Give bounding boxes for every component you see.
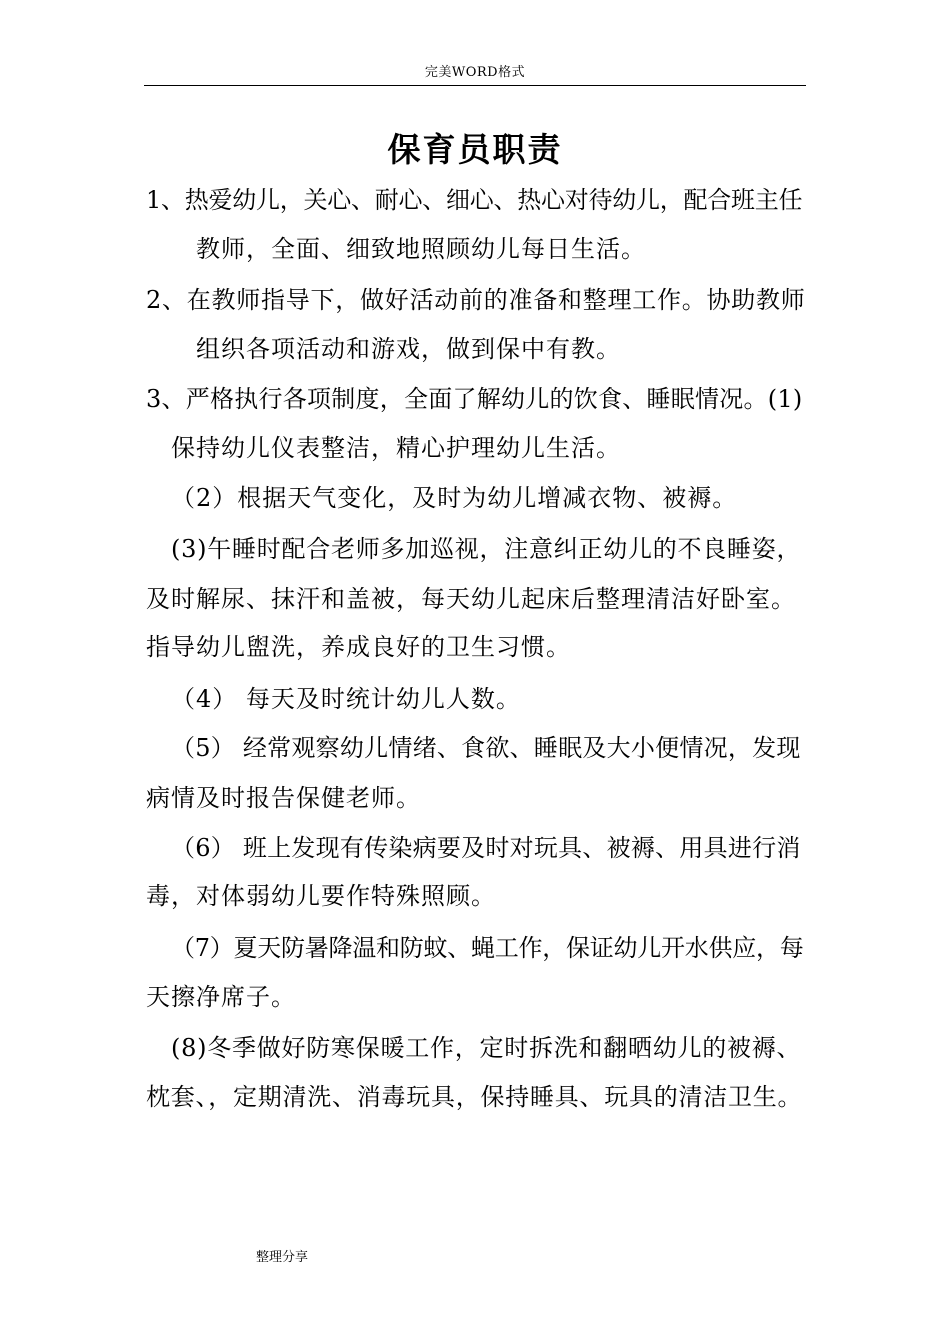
body-line-17: 天擦净席子。 <box>146 983 296 1011</box>
body-line-8: (3)午睡时配合老师多加巡视，注意纠正幼儿的不良睡姿， <box>171 535 802 563</box>
body-line-1: 1、热爱幼儿，关心、耐心、细心、热心对待幼儿，配合班主任 <box>146 186 803 214</box>
body-line-5: 3、严格执行各项制度，全面了解幼儿的饮食、睡眠情况。(1) <box>146 385 803 413</box>
body-line-16: （7）夏天防暑降温和防蚊、蝇工作，保证幼儿开水供应，每 <box>171 934 804 962</box>
body-line-9: 及时解尿、抹汗和盖被，每天幼儿起床后整理清洁好卧室。 <box>146 585 796 613</box>
body-line-11: （4） 每天及时统计幼儿人数。 <box>171 685 521 713</box>
body-line-2: 教师，全面、细致地照顾幼儿每日生活。 <box>196 235 646 263</box>
body-line-10: 指导幼儿盥洗，养成良好的卫生习惯。 <box>146 633 571 661</box>
body-line-12: （5） 经常观察幼儿情绪、食欲、睡眠及大小便情况，发现 <box>171 734 801 762</box>
header-rule <box>144 85 806 86</box>
body-line-7: （2）根据天气变化，及时为幼儿增减衣物、被褥。 <box>171 484 738 512</box>
page-header: 完美WORD格式 <box>424 65 526 80</box>
body-line-18: (8)冬季做好防寒保暖工作，定时拆洗和翻晒幼儿的被褥、 <box>171 1034 802 1062</box>
body-line-13: 病情及时报告保健老师。 <box>146 784 421 812</box>
page-footer: 整理分享 <box>256 1250 309 1265</box>
body-line-4: 组织各项活动和游戏，做到保中有教。 <box>196 335 621 363</box>
body-line-3: 2、在教师指导下，做好活动前的准备和整理工作。协助教师 <box>146 286 806 314</box>
document-title: 保育员职责 <box>387 130 563 169</box>
body-line-6: 保持幼儿仪表整洁，精心护理幼儿生活。 <box>171 434 621 462</box>
body-line-15: 毒，对体弱幼儿要作特殊照顾。 <box>146 882 496 910</box>
body-line-19: 枕套、，定期清洗、消毒玩具，保持睡具、玩具的清洁卫生。 <box>146 1083 803 1111</box>
body-line-14: （6） 班上发现有传染病要及时对玩具、被褥、用具进行消 <box>171 834 801 862</box>
